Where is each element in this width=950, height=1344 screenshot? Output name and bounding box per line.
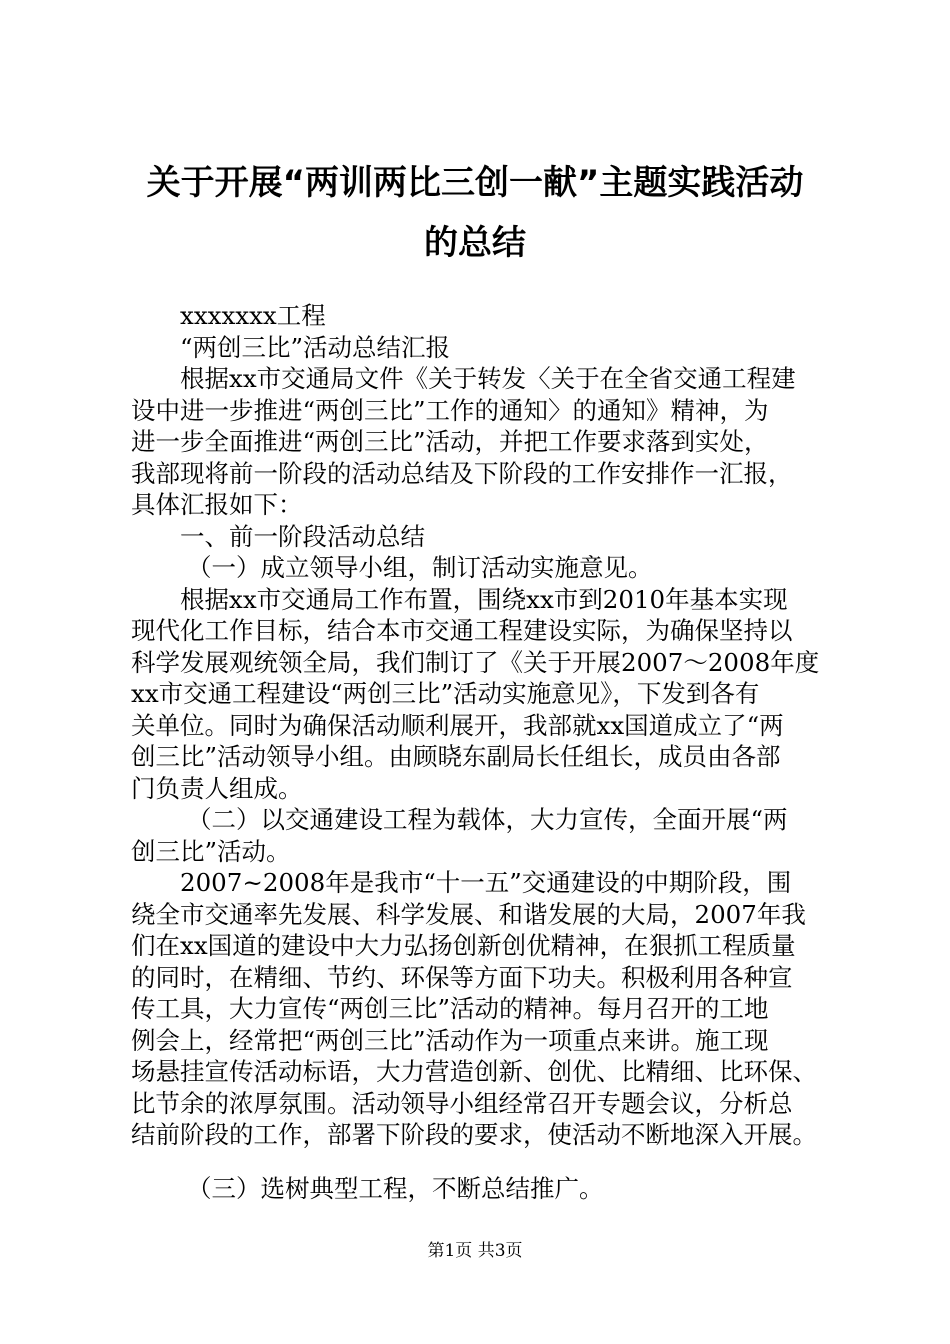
page-number: 第1页 共3页 bbox=[427, 1241, 523, 1261]
text-line: 创三比”活动领导小组。由顾晓东副局长任组长，成员由各部 bbox=[131, 742, 781, 771]
text-line: 场悬挂宣传活动标语，大力营造创新、创优、比精细、比环保、 bbox=[131, 1057, 817, 1086]
text-line: 进一步全面推进“两创三比”活动，并把工作要求落到实处， bbox=[131, 427, 769, 456]
text-line: 具体汇报如下： bbox=[131, 490, 303, 519]
text-line: 比节余的浓厚氛围。活动领导小组经常召开专题会议，分析总 bbox=[131, 1088, 793, 1118]
text-line: 绕全市交通率先发展、科学发展、和谐发展的大局，2007年我 bbox=[131, 899, 806, 929]
section-heading-1: 一、前一阶段活动总结 bbox=[180, 521, 425, 551]
text-line: 设中进一步推进“两创三比”工作的通知〉的通知》精神，为 bbox=[131, 395, 769, 425]
text-line: 我部现将前一阶段的活动总结及下阶段的工作安排作一汇报， bbox=[131, 458, 793, 488]
text-line: 的同时，在精细、节约、环保等方面下功夫。积极利用各种宣 bbox=[131, 962, 793, 992]
document-title-line-1: 关于开展“两训两比三创一献”主题实践活动 bbox=[146, 163, 804, 203]
subsection-heading-1: （一）成立领导小组，制订活动实施意见。 bbox=[187, 553, 653, 582]
text-line: xx市交通工程建设“两创三比”活动实施意见》，下发到各有 bbox=[131, 679, 760, 708]
text-line: 例会上，经常把“两创三比”活动作为一项重点来讲。施工现 bbox=[131, 1025, 769, 1055]
org-name: xxxxxxx工程 bbox=[180, 301, 326, 330]
text-line: 2007~2008年是我市“十一五”交通建设的中期阶段，围 bbox=[180, 868, 792, 897]
text-line: 现代化工作目标，结合本市交通工程建设实际，为确保坚持以 bbox=[131, 616, 793, 645]
paragraph-intro bbox=[131, 363, 831, 521]
document-title-line-2: 的总结 bbox=[424, 223, 526, 263]
paragraph-leadership bbox=[131, 584, 831, 805]
text-line: 关单位。同时为确保活动顺利展开，我部就xx国道成立了“两 bbox=[131, 710, 784, 740]
subsection-heading-3: （三）选树典型工程，不断总结推广。 bbox=[187, 1173, 604, 1203]
paragraph-publicity bbox=[131, 867, 831, 1151]
text-line: 们在xx国道的建设中大力弘扬创新创优精神，在狠抓工程质量 bbox=[131, 931, 796, 960]
text-line: 传工具，大力宣传“两创三比”活动的精神。每月召开的工地 bbox=[131, 994, 769, 1023]
text-line: 门负责人组成。 bbox=[131, 773, 303, 803]
text-line: 科学发展观统领全局，我们制订了《关于开展2007～2008年度 bbox=[131, 647, 820, 677]
text-line: 创三比”活动。 bbox=[131, 836, 291, 866]
text-line: 根据xx市交通局工作布置，围绕xx市到2010年基本实现 bbox=[180, 584, 788, 614]
report-title: “两创三比”活动总结汇报 bbox=[180, 332, 451, 362]
document-body bbox=[131, 300, 831, 1204]
text-line: （二）以交通建设工程为载体，大力宣传，全面开展“两 bbox=[187, 805, 788, 834]
text-line: 根据xx市交通局文件《关于转发〈关于在全省交通工程建 bbox=[180, 364, 796, 393]
text-line: 结前阶段的工作，部署下阶段的要求，使活动不断地深入开展。 bbox=[131, 1120, 817, 1149]
subsection-heading-2 bbox=[131, 804, 831, 867]
